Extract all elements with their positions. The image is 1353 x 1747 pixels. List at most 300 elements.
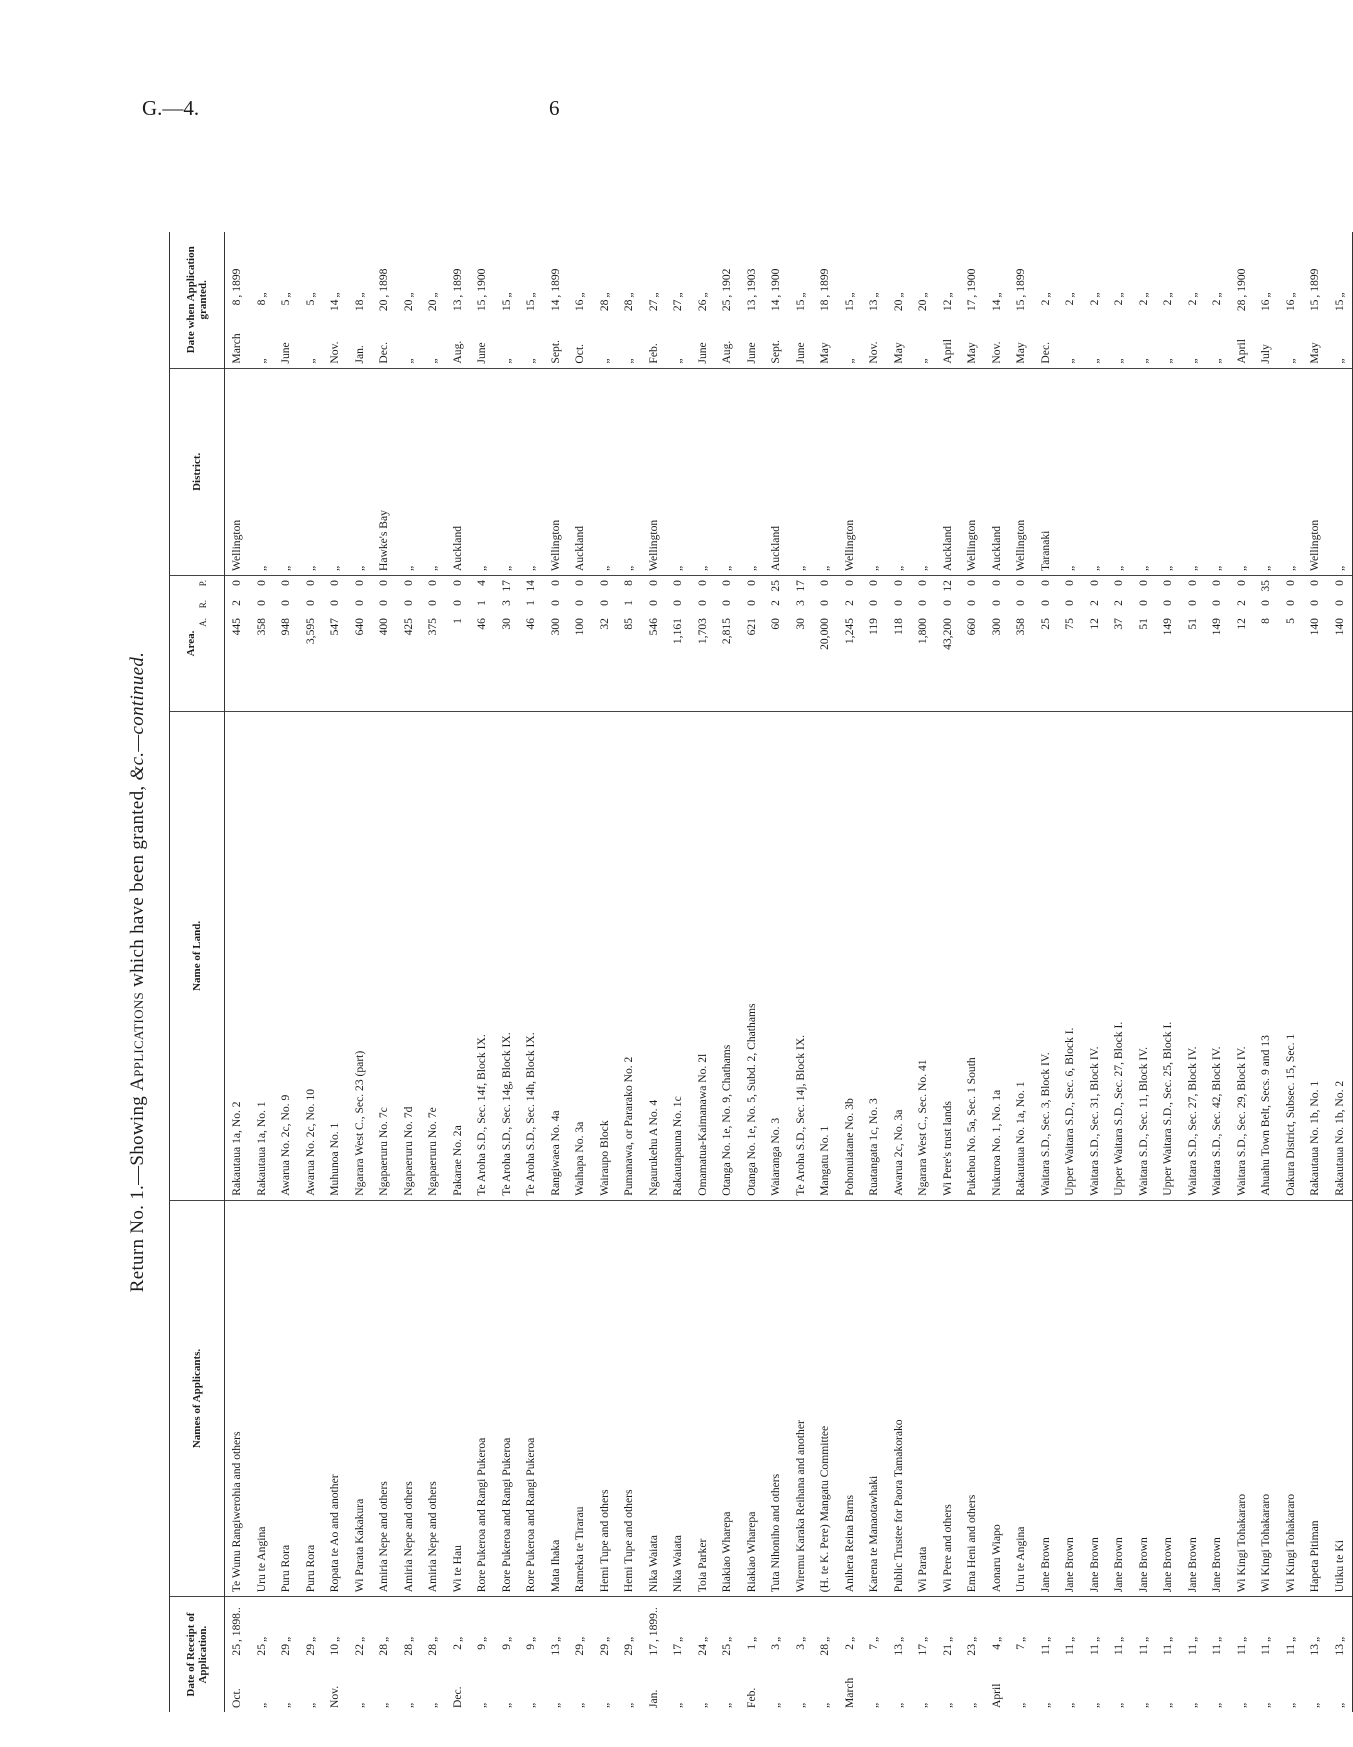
granted-date-cell bbox=[274, 232, 299, 368]
land-cell: Pumanawa, or Pararako No. 2 bbox=[617, 712, 642, 1201]
area-perches: 0 bbox=[230, 580, 243, 586]
district-cell: „ bbox=[911, 368, 936, 575]
receipt-month: „ bbox=[1283, 1702, 1297, 1708]
receipt-day: 11 bbox=[1283, 1644, 1297, 1656]
receipt-day: 25 bbox=[254, 1644, 268, 1656]
area-perches: 0 bbox=[1063, 580, 1076, 586]
granted-year: , 1902 bbox=[720, 268, 733, 298]
area-acres: 37 bbox=[1112, 618, 1125, 630]
applicant-cell: Hemi Tupe and others bbox=[593, 1200, 618, 1597]
applicant-cell: Nika Waiata bbox=[642, 1200, 667, 1597]
area-cell bbox=[225, 576, 250, 712]
area-perches: 12 bbox=[940, 580, 954, 592]
granted-date-cell bbox=[1058, 232, 1083, 368]
area-acres: 621 bbox=[744, 618, 758, 636]
applicant-cell: Jane Brown bbox=[1181, 1200, 1206, 1597]
receipt-date-cell bbox=[544, 1597, 569, 1712]
table-row bbox=[985, 232, 1010, 1712]
area-perches: 35 bbox=[1259, 580, 1272, 592]
receipt-day: 9 bbox=[524, 1644, 537, 1650]
land-cell: Waitara S.D., Sec. 42, Block IV. bbox=[1205, 712, 1230, 1201]
granted-month: „ bbox=[1136, 358, 1150, 364]
receipt-month: „ bbox=[695, 1702, 709, 1708]
area-perches: 0 bbox=[646, 580, 660, 586]
area-acres: 1 bbox=[450, 618, 464, 624]
granted-date-cell bbox=[250, 232, 275, 368]
granted-day: 16 bbox=[573, 299, 586, 312]
granted-date-cell bbox=[813, 232, 838, 368]
area-cell bbox=[421, 576, 446, 712]
granted-year: „ bbox=[352, 292, 366, 298]
table-row bbox=[1205, 232, 1230, 1712]
granted-date-cell bbox=[495, 232, 520, 368]
area-perches: 0 bbox=[1332, 580, 1346, 586]
applicant-cell: Puru Rora bbox=[299, 1200, 324, 1597]
receipt-date-cell bbox=[348, 1597, 373, 1712]
district-cell: „ bbox=[1230, 368, 1255, 575]
receipt-month: „ bbox=[426, 1702, 439, 1708]
area-cell bbox=[348, 576, 373, 712]
area-roods: 0 bbox=[720, 600, 733, 606]
area-perches: 0 bbox=[695, 580, 709, 586]
granted-date-cell bbox=[323, 232, 348, 368]
page-number: 6 bbox=[549, 96, 560, 120]
area-roods: 0 bbox=[1014, 600, 1027, 606]
land-cell: Rakautaua 1a, No. 2 bbox=[225, 712, 250, 1201]
land-cell: Ruatangata 1c, No. 3 bbox=[862, 712, 887, 1201]
receipt-year: „ bbox=[940, 1636, 954, 1642]
table-row bbox=[887, 232, 912, 1712]
district-cell: „ bbox=[250, 368, 275, 575]
area-roods: 0 bbox=[1308, 600, 1321, 606]
table-row bbox=[1254, 232, 1279, 1712]
area-acres: 660 bbox=[965, 618, 978, 636]
granted-year: „ bbox=[303, 292, 317, 298]
district-cell: „ bbox=[1328, 368, 1353, 575]
area-acres: 358 bbox=[254, 618, 268, 636]
receipt-date-cell bbox=[225, 1597, 250, 1712]
receipt-day: 3 bbox=[793, 1644, 807, 1650]
area-perches: 0 bbox=[671, 580, 684, 586]
land-cell: Mangatu No. 1 bbox=[813, 712, 838, 1201]
receipt-date-cell bbox=[446, 1597, 471, 1712]
granted-day: 16 bbox=[1259, 299, 1272, 312]
applicant-cell: (H. te K. Pere) Mangatu Committee bbox=[813, 1200, 838, 1597]
receipt-date-cell bbox=[1303, 1597, 1328, 1712]
granted-date-cell bbox=[642, 232, 667, 368]
applicant-cell: Jane Brown bbox=[1132, 1200, 1157, 1597]
granted-date-cell bbox=[1107, 232, 1132, 368]
granted-day: 27 bbox=[671, 299, 684, 312]
granted-day: 16 bbox=[1283, 299, 1297, 312]
granted-date-cell bbox=[666, 232, 691, 368]
land-cell: Ahuahu Town Belt, Secs. 9 and 13 bbox=[1254, 712, 1279, 1201]
granted-year: „ bbox=[524, 292, 537, 298]
granted-year: „ bbox=[573, 292, 586, 298]
area-roods: 0 bbox=[744, 600, 758, 606]
applicant-cell: Jane Brown bbox=[1034, 1200, 1059, 1597]
applicant-cell: Nika Waiata bbox=[666, 1200, 691, 1597]
receipt-year: „ bbox=[352, 1636, 366, 1642]
district-cell: „ bbox=[1132, 368, 1157, 575]
granted-date-cell bbox=[470, 232, 495, 368]
receipt-month: „ bbox=[1234, 1702, 1248, 1708]
granted-year: , 1898 bbox=[377, 268, 390, 298]
granted-year: , 1900 bbox=[1234, 268, 1248, 298]
receipt-date-cell bbox=[642, 1597, 667, 1712]
granted-day: 15 bbox=[524, 299, 537, 312]
area-perches: 0 bbox=[1112, 580, 1125, 586]
granted-date-cell bbox=[544, 232, 569, 368]
title-italic: &c.—continued. bbox=[127, 651, 148, 781]
receipt-day: 11 bbox=[1234, 1644, 1248, 1656]
table-row bbox=[715, 232, 740, 1712]
receipt-year: „ bbox=[818, 1636, 831, 1642]
receipt-month: „ bbox=[1112, 1702, 1125, 1708]
district-cell: Wellington bbox=[960, 368, 985, 575]
receipt-date-cell bbox=[1156, 1597, 1181, 1712]
table-row bbox=[642, 232, 667, 1712]
granted-day: 2 bbox=[1063, 299, 1076, 306]
granted-month: „ bbox=[1210, 358, 1223, 364]
granted-year: , 1899 bbox=[548, 268, 562, 298]
table-row bbox=[299, 232, 324, 1712]
granted-month: May bbox=[1014, 342, 1027, 364]
applicant-cell: Jane Brown bbox=[1205, 1200, 1230, 1597]
district-cell: „ bbox=[740, 368, 765, 575]
granted-day: 14 bbox=[989, 299, 1003, 312]
area-cell bbox=[397, 576, 422, 712]
applicant-cell: Jane Brown bbox=[1107, 1200, 1132, 1597]
district-cell: „ bbox=[691, 368, 716, 575]
district-cell: „ bbox=[617, 368, 642, 575]
granted-date-cell bbox=[960, 232, 985, 368]
receipt-date-cell bbox=[1107, 1597, 1132, 1712]
district-cell: Wellington bbox=[642, 368, 667, 575]
granted-month: Aug. bbox=[720, 340, 733, 364]
district-cell: „ bbox=[1107, 368, 1132, 575]
granted-year: „ bbox=[499, 292, 513, 298]
receipt-day: 11 bbox=[1112, 1644, 1125, 1656]
area-acres: 2,815 bbox=[720, 618, 733, 645]
granted-day: 8 bbox=[230, 299, 243, 306]
title-prefix: Return No. 1.—Showing bbox=[127, 1090, 148, 1293]
area-perches: 0 bbox=[1283, 580, 1297, 586]
receipt-day: 11 bbox=[1161, 1644, 1174, 1656]
receipt-month: „ bbox=[891, 1702, 905, 1708]
receipt-date-cell bbox=[1254, 1597, 1279, 1712]
granted-day: 25 bbox=[720, 299, 733, 312]
receipt-year: „ bbox=[965, 1636, 978, 1642]
area-roods: 0 bbox=[1259, 600, 1272, 606]
receipt-date-cell bbox=[813, 1597, 838, 1712]
granted-month: March bbox=[230, 333, 243, 364]
area-cell bbox=[911, 576, 936, 712]
receipt-year: „ bbox=[671, 1636, 684, 1642]
area-perches: 0 bbox=[1161, 580, 1174, 586]
area-acres: 43,200 bbox=[940, 618, 954, 650]
receipt-month: „ bbox=[1136, 1702, 1150, 1708]
area-cell bbox=[1205, 576, 1230, 712]
area-acres: 51 bbox=[1136, 618, 1150, 630]
granted-year: „ bbox=[646, 292, 660, 298]
granted-month: „ bbox=[916, 358, 929, 364]
receipt-date-cell bbox=[960, 1597, 985, 1712]
land-cell: Omamatua-Kaimanawa No. 2l bbox=[691, 712, 716, 1201]
granted-day: 15 bbox=[793, 299, 807, 312]
district-cell: Auckland bbox=[936, 368, 961, 575]
applicant-cell: Ropata te Ao and another bbox=[323, 1200, 348, 1597]
granted-day: 13 bbox=[450, 299, 464, 312]
table-row bbox=[1034, 232, 1059, 1712]
receipt-day: 7 bbox=[867, 1644, 880, 1650]
area-perches: 4 bbox=[475, 580, 488, 586]
receipt-month: „ bbox=[671, 1702, 684, 1708]
district-cell: „ bbox=[274, 368, 299, 575]
granted-year: , 1899 bbox=[818, 268, 831, 298]
area-roods: 0 bbox=[1063, 600, 1076, 606]
granted-year: „ bbox=[989, 292, 1003, 298]
land-cell: Nukuroa No. 1, No. 1a bbox=[985, 712, 1010, 1201]
granted-month: May bbox=[891, 342, 905, 364]
granted-year: „ bbox=[1332, 292, 1346, 298]
area-acres: 5 bbox=[1283, 618, 1297, 624]
receipt-date-cell bbox=[1279, 1597, 1304, 1712]
receipt-year: „ bbox=[1087, 1636, 1101, 1642]
granted-date-cell bbox=[740, 232, 765, 368]
table-row bbox=[323, 232, 348, 1712]
receipt-date-cell bbox=[1205, 1597, 1230, 1712]
col-header-applicants: Names of Applicants. bbox=[170, 1200, 225, 1597]
district-cell: „ bbox=[666, 368, 691, 575]
granted-date-cell bbox=[519, 232, 544, 368]
area-acres: 375 bbox=[426, 618, 439, 636]
district-cell: „ bbox=[519, 368, 544, 575]
granted-day: 2 bbox=[1038, 299, 1052, 306]
area-cell bbox=[299, 576, 324, 712]
area-perches: 0 bbox=[989, 580, 1003, 586]
receipt-year: „ bbox=[254, 1636, 268, 1642]
granted-year: „ bbox=[891, 292, 905, 298]
granted-date-cell bbox=[1083, 232, 1108, 368]
receipt-year: „ bbox=[401, 1636, 415, 1642]
applicant-cell: Amiria Nepe and others bbox=[421, 1200, 446, 1597]
area-roods: 0 bbox=[1038, 600, 1052, 606]
granted-date-cell bbox=[1303, 232, 1328, 368]
granted-date-cell bbox=[348, 232, 373, 368]
receipt-day: 24 bbox=[695, 1644, 709, 1656]
receipt-day: 29 bbox=[622, 1644, 635, 1656]
receipt-month: „ bbox=[1087, 1702, 1101, 1708]
receipt-month: „ bbox=[303, 1702, 317, 1708]
receipt-date-cell bbox=[691, 1597, 716, 1712]
granted-date-cell bbox=[789, 232, 814, 368]
receipt-year: „ bbox=[1308, 1636, 1321, 1642]
receipt-day: 17 bbox=[916, 1644, 929, 1656]
applicant-cell: Jane Brown bbox=[1083, 1200, 1108, 1597]
granted-year: „ bbox=[1259, 292, 1272, 298]
granted-day: 2 bbox=[1087, 299, 1101, 306]
land-cell: Rakautaua No. 1b, No. 1 bbox=[1303, 712, 1328, 1201]
table-row bbox=[838, 232, 863, 1712]
receipt-date-cell bbox=[323, 1597, 348, 1712]
receipt-year: „ bbox=[1161, 1636, 1174, 1642]
area-perches: 0 bbox=[573, 580, 586, 586]
receipt-month: April bbox=[989, 1683, 1003, 1708]
granted-date-cell bbox=[593, 232, 618, 368]
receipt-date-cell bbox=[568, 1597, 593, 1712]
area-acres: 948 bbox=[279, 618, 292, 636]
area-cell bbox=[470, 576, 495, 712]
district-cell: Auckland bbox=[568, 368, 593, 575]
granted-year: „ bbox=[328, 292, 341, 298]
granted-date-cell bbox=[446, 232, 471, 368]
receipt-date-cell bbox=[1230, 1597, 1255, 1712]
receipt-date-cell bbox=[715, 1597, 740, 1712]
area-roods: 0 bbox=[940, 600, 954, 606]
receipt-month: Jan. bbox=[646, 1689, 660, 1708]
district-cell: „ bbox=[789, 368, 814, 575]
granted-month: Nov. bbox=[867, 341, 880, 364]
granted-date-cell bbox=[225, 232, 250, 368]
granted-month: „ bbox=[1283, 358, 1297, 364]
granted-day: 20 bbox=[377, 299, 390, 312]
district-cell: „ bbox=[1181, 368, 1206, 575]
area-unit-p: P. bbox=[198, 580, 208, 587]
granted-month: Aug. bbox=[450, 340, 464, 364]
receipt-month: „ bbox=[401, 1702, 415, 1708]
receipt-year: „ bbox=[1185, 1636, 1199, 1642]
granted-month: May bbox=[818, 342, 831, 364]
table-row bbox=[691, 232, 716, 1712]
granted-month: April bbox=[1234, 339, 1248, 364]
area-perches: 0 bbox=[965, 580, 978, 586]
area-roods: 0 bbox=[867, 600, 880, 606]
granted-year: „ bbox=[842, 292, 856, 298]
land-cell: Waitara S.D., Sec. 3, Block IV. bbox=[1034, 712, 1059, 1201]
receipt-year: „ bbox=[328, 1636, 341, 1642]
area-cell bbox=[1181, 576, 1206, 712]
receipt-day: 17 bbox=[646, 1644, 660, 1656]
table-row bbox=[593, 232, 618, 1712]
receipt-month: „ bbox=[1210, 1702, 1223, 1708]
district-cell: Hawke's Bay bbox=[372, 368, 397, 575]
granted-day: 20 bbox=[401, 299, 415, 312]
granted-day: 15 bbox=[499, 299, 513, 312]
receipt-month: „ bbox=[1161, 1702, 1174, 1708]
land-cell: Awarua No. 2c, No. 9 bbox=[274, 712, 299, 1201]
granted-date-cell bbox=[1328, 232, 1353, 368]
granted-year: „ bbox=[622, 292, 635, 298]
receipt-month: „ bbox=[720, 1702, 733, 1708]
table-row bbox=[617, 232, 642, 1712]
col-header-area bbox=[170, 576, 225, 712]
table-row bbox=[813, 232, 838, 1712]
receipt-day: 22 bbox=[352, 1644, 366, 1656]
table-row bbox=[911, 232, 936, 1712]
area-cell bbox=[642, 576, 667, 712]
receipt-day: 1 bbox=[744, 1644, 758, 1650]
area-acres: 300 bbox=[548, 618, 562, 636]
granted-month: April bbox=[940, 339, 954, 364]
district-cell: „ bbox=[1058, 368, 1083, 575]
area-cell bbox=[1034, 576, 1059, 712]
granted-day: 14 bbox=[548, 299, 562, 312]
granted-date-cell bbox=[568, 232, 593, 368]
applicant-cell: Puru Rora bbox=[274, 1200, 299, 1597]
area-roods: 1 bbox=[524, 600, 537, 606]
granted-year: , 1900 bbox=[475, 268, 488, 298]
area-cell bbox=[789, 576, 814, 712]
land-cell: Te Aroha S.D., Sec. 14f, Block IX. bbox=[470, 712, 495, 1201]
granted-date-cell bbox=[1230, 232, 1255, 368]
area-roods: 0 bbox=[965, 600, 978, 606]
land-cell: Wairaupo Block bbox=[593, 712, 618, 1201]
granted-year: „ bbox=[867, 292, 880, 298]
applicant-cell: Wi Kingi Tohakararo bbox=[1230, 1200, 1255, 1597]
area-roods: 0 bbox=[695, 600, 709, 606]
receipt-month: „ bbox=[1014, 1702, 1027, 1708]
receipt-month: „ bbox=[1332, 1702, 1346, 1708]
area-roods: 0 bbox=[279, 600, 292, 606]
receipt-month: „ bbox=[1038, 1702, 1052, 1708]
district-cell: „ bbox=[887, 368, 912, 575]
receipt-date-cell bbox=[1328, 1597, 1353, 1712]
granted-day: 20 bbox=[916, 299, 929, 312]
granted-month: „ bbox=[499, 358, 513, 364]
area-acres: 300 bbox=[989, 618, 1003, 636]
area-roods: 2 bbox=[1112, 600, 1125, 606]
area-acres: 358 bbox=[1014, 618, 1027, 636]
table-row bbox=[470, 232, 495, 1712]
receipt-date-cell bbox=[421, 1597, 446, 1712]
land-cell: Ngaurukehu A No. 4 bbox=[642, 712, 667, 1201]
area-perches: 0 bbox=[1087, 580, 1101, 586]
receipt-date-cell bbox=[372, 1597, 397, 1712]
receipt-year: „ bbox=[548, 1636, 562, 1642]
applicant-cell: Tuta Nihoniho and others bbox=[764, 1200, 789, 1597]
receipt-year: „ bbox=[1014, 1636, 1027, 1642]
granted-day: 2 bbox=[1185, 299, 1199, 306]
granted-month: June bbox=[475, 342, 488, 364]
area-roods: 0 bbox=[646, 600, 660, 606]
area-roods: 0 bbox=[426, 600, 439, 606]
granted-year: , 1903 bbox=[744, 268, 758, 298]
granted-date-cell bbox=[372, 232, 397, 368]
granted-month: Dec. bbox=[1038, 341, 1052, 364]
area-perches: 0 bbox=[279, 580, 292, 586]
receipt-year: „ bbox=[916, 1636, 929, 1642]
area-roods: 0 bbox=[1283, 600, 1297, 606]
receipt-year: „ bbox=[769, 1636, 782, 1642]
area-perches: 0 bbox=[450, 580, 464, 586]
receipt-day: 13 bbox=[1332, 1644, 1346, 1656]
receipt-month: „ bbox=[548, 1702, 562, 1708]
receipt-date-cell bbox=[250, 1597, 275, 1712]
land-cell: Waitara S.D., Sec. 11, Block IV. bbox=[1132, 712, 1157, 1201]
area-roods: 0 bbox=[1332, 600, 1346, 606]
granted-year: „ bbox=[916, 292, 929, 298]
receipt-date-cell bbox=[397, 1597, 422, 1712]
receipt-month: „ bbox=[573, 1702, 586, 1708]
area-roods: 0 bbox=[573, 600, 586, 606]
area-roods: 1 bbox=[622, 600, 635, 606]
district-cell: „ bbox=[1279, 368, 1304, 575]
applicant-cell: Uru te Angina bbox=[1009, 1200, 1034, 1597]
receipt-year: „ bbox=[377, 1636, 390, 1642]
area-cell bbox=[1156, 576, 1181, 712]
applicant-cell: Riakiao Wharepa bbox=[715, 1200, 740, 1597]
